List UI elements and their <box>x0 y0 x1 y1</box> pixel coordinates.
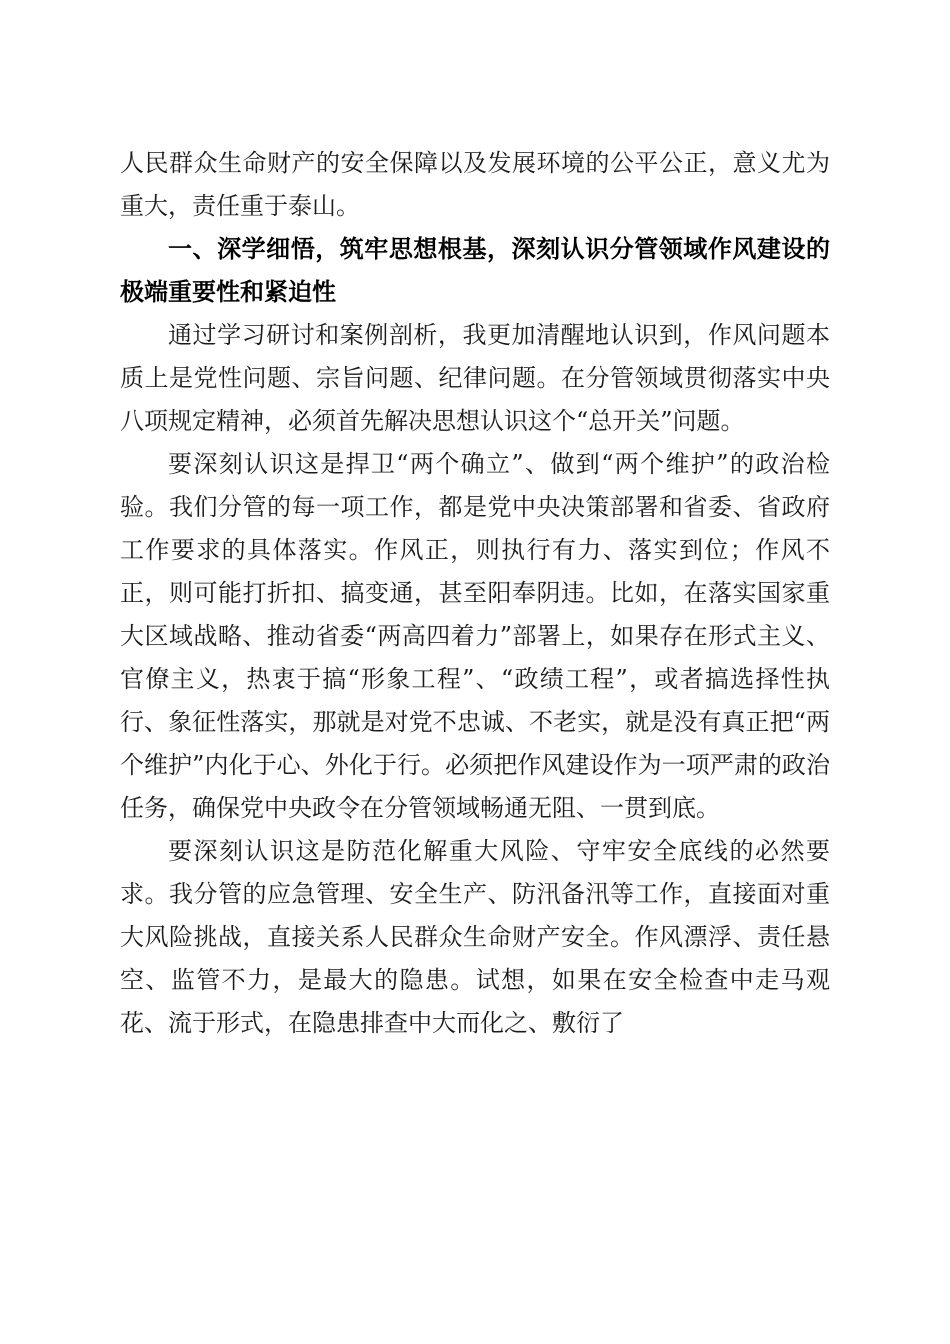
body-paragraph-3: 要深刻认识这是防范化解重大风险、守牢安全底线的必然要求。我分管的应急管理、安全生产、防汛备汛等工作，直接面对重大风险挑战，直接关系人民群众生命财产安全。作风漂浮、责任悬空、监管不力，是最大的隐患。试想，如果在安全检查中走马观花、流于形式，在隐患排查中大而化之、敷衍了 <box>120 837 830 1037</box>
document-body <box>120 142 830 1045</box>
body-paragraph-1: 通过学习研讨和案例剖析，我更加清醒地认识到，作风问题本质上是党性问题、宗旨问题、纪律问题。在分管领域贯彻落实中央八项规定精神，必须首先解决思想认识这个“总开关”问题。 <box>120 321 830 435</box>
section-heading: 一、深学细悟，筑牢思想根基，深刻认识分管领域作风建设的极端重要性和紧迫性 <box>120 235 830 306</box>
body-paragraph-2: 要深刻认识这是捍卫“两个确立”、做到“两个维护”的政治检验。我们分管的每一项工作，都是党中央决策部署和省委、省政府工作要求的具体落实。作风正，则执行有力、落实到位；作风不正，则可能打折扣、搞变通，甚至阳奉阴违。比如，在落实国家重大区域战略、推动省委“两高四着力”部署上，如果存在形式主义、官僚主义，热衷于搞“形象工程”、“政绩工程”，或者搞选择性执行、象征性落实，那就是对党不忠诚、不老实，就是没有真正把“两个维护”内化于心、外化于行。必须把作风建设作为一项严肃的政治任务，确保党中央政令在分管领域畅通无阻、一贯到底。 <box>120 450 830 822</box>
continuation-paragraph: 人民群众生命财产的安全保障以及发展环境的公平公正，意义尤为重大，责任重于泰山。 <box>120 149 830 220</box>
